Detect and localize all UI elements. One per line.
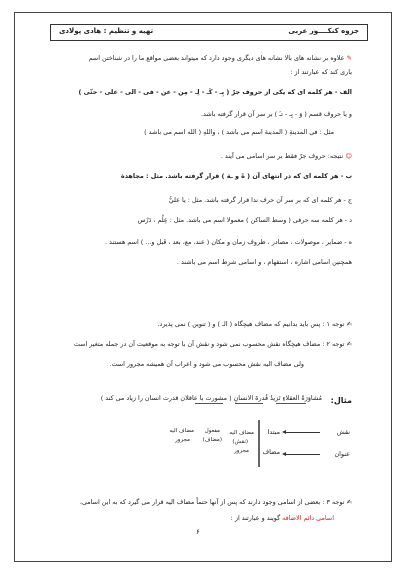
note-3b — [231, 514, 334, 522]
item-alef-example: مثل : فی المدینةِ ( المدینة اسم می باشد ) ، واللهِ ( الله اسم می باشد ) — [144, 128, 334, 136]
example-sentence: مُشاوَرَةُ العقلاءِ تَزیدُ قُدرةَ الانسانِ ( مشورت با عاقلان قدرت انسان را زیاد می کند ) — [100, 394, 322, 402]
role-naqsh: نقش — [336, 428, 350, 436]
col-box1c: مجرور — [234, 448, 249, 454]
note-3-icon: ✍ — [344, 498, 352, 506]
note-3b-red: اسامی دائم الاضافه — [282, 514, 334, 522]
intro-line-1 — [89, 54, 352, 62]
page-number: ۶ — [196, 528, 200, 536]
item-jim: ج - هر کلمه ای که بر سر آن حرف ندا قرار گرفته باشد. مثل : یا عليُّ — [168, 196, 352, 204]
arrow-onvan — [285, 454, 320, 455]
note-1-text: توجه ۱ : پس باید بدانیم که مضاف هیچگاه ( الـ ) و ( تنوین ) نمی پذیرد. — [157, 320, 345, 328]
item-alef: الف - هر کلمه ای که یکی از حروف جرّ ( بِـ - کَـ - لِـ - مِن - عن - فی - الی - علی - حتّی ) — [78, 88, 352, 96]
mozaf-label: مضاف — [262, 448, 280, 456]
header-author: تهیه و تنظیم : هادی پولادی — [59, 27, 154, 35]
col-3a: مضاف الیه — [169, 428, 194, 434]
note-2-icon: ✍ — [344, 340, 352, 348]
note-2a-text: توجه ۲ : مضاف هیچگاه نقش محسوب نمی شود و نقش آن با توجه به موقعیت آن در جمله متغیر است — [73, 340, 345, 348]
role-onvan: عنوان — [334, 450, 350, 458]
underline-1 — [195, 403, 223, 404]
intro-line-2: یاری کند که عبارتند از : — [290, 68, 352, 76]
result-text: نتیجه: حروف جرّ فقط بر سر اسامی می آیند . — [220, 152, 344, 160]
underline-2 — [235, 403, 263, 404]
item-he: ه - ضمایر ، موصولات ، مصادر ، ظروف زمان و مکان ( عند، مع، بعد ، قَبل و... ) اسم هستند . — [104, 238, 352, 246]
result-icon: ☺ — [343, 152, 352, 160]
item-alef-2: و یا حروف قسم ( وَ - بِـ - تـَ ) بر سر آن قرار گرفته باشد. — [200, 110, 352, 118]
col-2b: (مضاف) — [202, 437, 222, 443]
col-box1: مضاف الیه — [229, 430, 254, 436]
note-3a-text: توجه ۳ : بعضی از اسامی وجود دارند که پس از آنها حتماً مضاف الیه قرار می گیرد که به این اسامی، — [79, 498, 345, 506]
example-label: مثال: — [330, 396, 352, 405]
col-box1b: (نقش) — [232, 439, 248, 445]
intro-text-1: علاوه بر نشانه های بالا نشانه های دیگری وجود دارد که میتواند بعضی مواقع ما را در شناختن اسم — [88, 54, 345, 62]
note-2a — [74, 340, 352, 348]
note-2b: ولی مضاف الیه نقش محسوب می شود و اعراب آن همیشه مجرور است. — [109, 360, 304, 368]
note-3b-rest: گویند و عبارتند از : — [230, 514, 283, 522]
header-title: جزوه کنکــــور عربی — [288, 27, 359, 35]
note-3a — [80, 498, 352, 506]
item-be: ب - هر کلمه ای که در انتهای آن ( ةَ و ـة ) قرار گرفته باشد. مثل : مجاهدة — [120, 172, 352, 180]
item-also: همچنین اسامی اشاره ، استفهام ، و اسامی شرط اسم می باشند . — [176, 258, 352, 266]
note-icon: ✎ — [344, 54, 352, 62]
result-line — [221, 152, 352, 160]
underline-3 — [276, 403, 306, 404]
note-1-icon: ✍ — [344, 320, 352, 328]
item-dal: د - هر کلمه سه حرفی ( وسط الساکن ) معمولا اسم می باشد. مثل : عِلْم ، دَرْس — [137, 216, 352, 224]
mobtada-label: مبتدا — [267, 428, 280, 436]
note-1 — [157, 320, 352, 328]
arrow-naqsh — [285, 432, 320, 433]
col-2a: مفعول — [204, 428, 220, 434]
col-3b: مجرور — [175, 437, 190, 443]
page-header — [50, 24, 368, 41]
divider-1 — [258, 420, 260, 467]
